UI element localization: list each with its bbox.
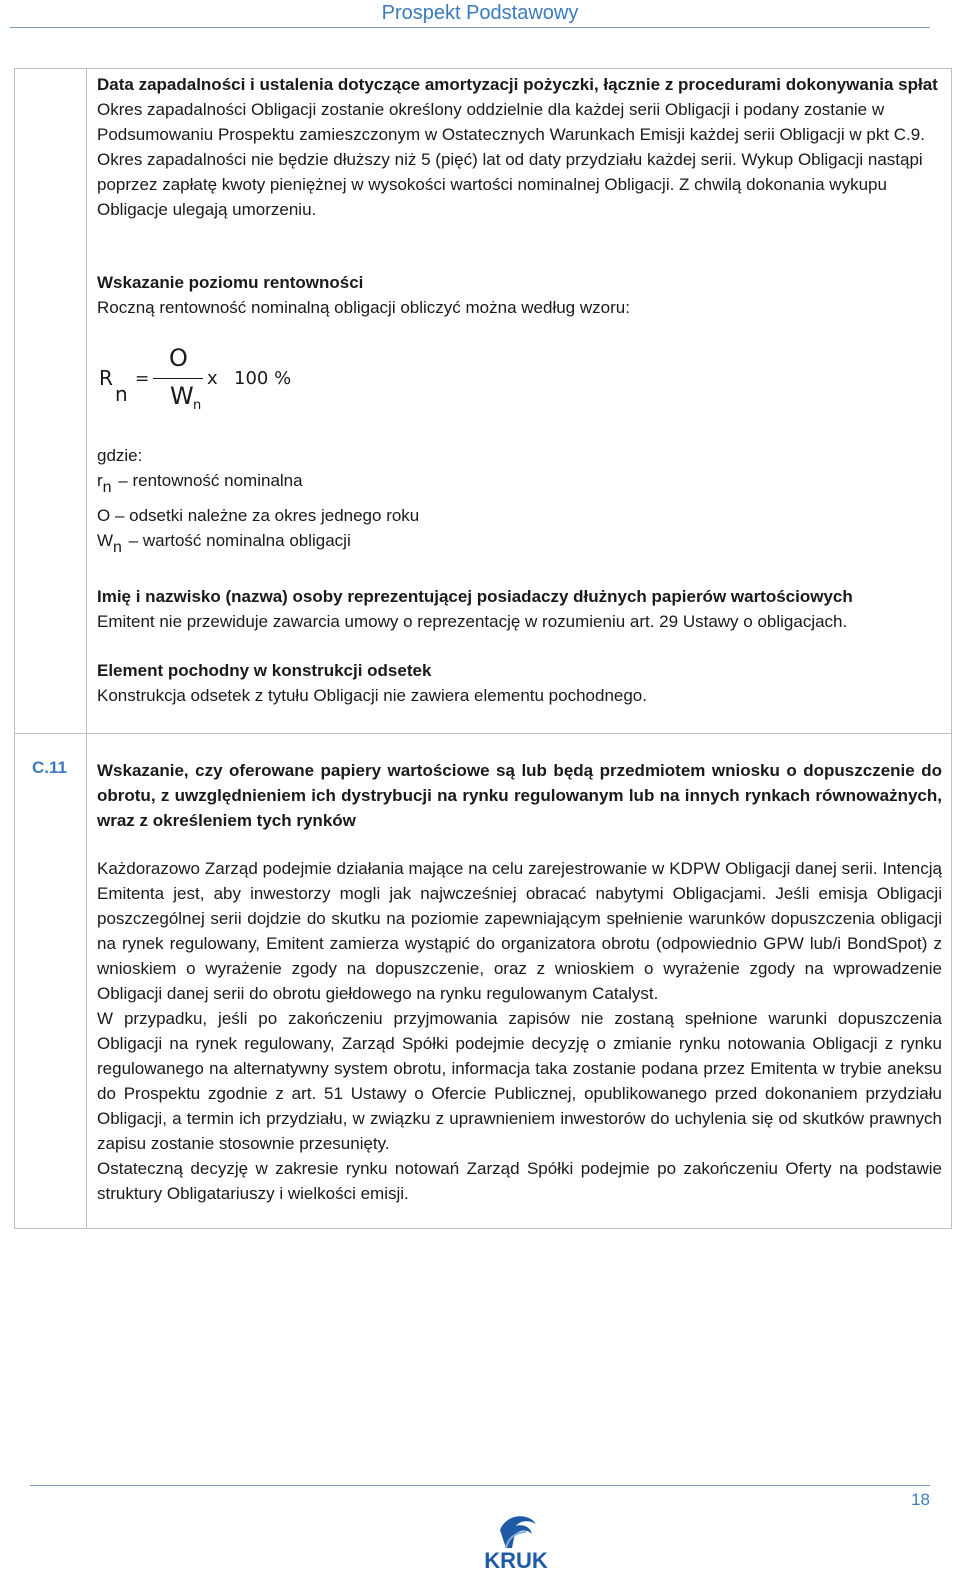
legend-item [97, 468, 419, 503]
section-derivative-body: Konstrukcja odsetek z tytułu Obligacji nie zawiera elementu pochodnego. [97, 686, 647, 705]
legend-item [97, 528, 419, 554]
section-yield [97, 270, 942, 320]
legend-symbol: O [97, 506, 111, 525]
footer-divider [30, 1485, 930, 1486]
section-maturity-body: Okres zapadalności Obligacji zostanie określony oddzielnie dla każdej serii Obligacji i podany zostanie w Podsumowaniu Prospektu zamieszczonym w Ostatecznych Warunkach Emisji każdej serii Obligacji w pkt C.9. Okres zapadalności nie będzie dłuższy niż 5 (pięć) lat od daty przydziału każdej serii. Wykup Obligacji nastąpi poprzez zapłatę kwoty pieniężnej w wysokości wartości nominalnej Obligacji. Z chwilą dokonania wykupu Obligacje ulegają umorzeniu. [97, 100, 925, 219]
legend-intro: gdzie: [97, 446, 143, 465]
formula-numerator: O [169, 344, 188, 372]
formula-equals: = [135, 369, 150, 389]
row-label-c11: C.11 [32, 758, 67, 777]
legend-item [97, 503, 419, 528]
legend-text: – wartość nominalna obligacji [123, 531, 351, 550]
kruk-bird-logo-icon [476, 1508, 556, 1570]
formula-lhs-subscript: n [115, 382, 128, 406]
logo-text: KRUK [484, 1548, 548, 1570]
yield-formula [97, 338, 357, 418]
formula-fraction-bar [153, 378, 203, 379]
section-c11-heading: Wskazanie, czy oferowane papiery wartościowe są lub będą przedmiotem wniosku o dopuszczenie do obrotu, z uwzględnieniem ich dystrybucji na rynku regulowanym lub na innych rynkach równoważnych, wraz z określeniem tych rynków [97, 761, 942, 830]
formula-denominator-subscript: n [193, 398, 202, 413]
formula-denominator: W [170, 382, 194, 410]
formula-factor: 100 % [234, 368, 292, 389]
section-maturity-heading: Data zapadalności i ustalenia dotyczące amortyzacji pożyczki, łącznie z procedurami dokonywania spłat [97, 75, 938, 94]
section-yield-body: Roczną rentowność nominalną obligacji obliczyć można według wzoru: [97, 298, 630, 317]
section-c11-paragraph: Każdorazowo Zarząd podejmie działania mające na celu zarejestrowanie w KDPW Obligacji danej serii. Intencją Emitenta jest, aby inwestorzy mogli jak najwcześniej obracać nabytymi Obligacjami. Jeśli emisja Obligacji poszczególnej serii dojdzie do skutku na poziomie zapewniającym spełnienie warunków dopuszczenia obligacji na rynek regulowany, Emitent zamierza wystąpić do organizatora obrotu (odpowiednio GPW lub/i BondSpot) z wnioskiem o wyrażenie zgody na dopuszczenie, oraz z wnioskiem o wyrażenie zgody na wprowadzenie Obligacji danej serii do obrotu giełdowego na rynku regulowanym Catalyst. [97, 859, 942, 1003]
legend-text: – odsetki należne za okres jednego roku [110, 506, 420, 525]
header-divider [10, 27, 930, 28]
section-representative [97, 584, 942, 634]
kruk-logo [476, 1508, 556, 1570]
section-representative-heading: Imię i nazwisko (nazwa) osoby reprezentującej posiadaczy dłużnych papierów wartościowych [97, 587, 853, 606]
section-c11-paragraph: Ostateczną decyzję w zakresie rynku notowań Zarząd Spółki podejmie po zakończeniu Oferty na podstawie struktury Obligatariuszy i wielkości emisji. [97, 1159, 942, 1203]
section-c11-paragraph: W przypadku, jeśli po zakończeniu przyjmowania zapisów nie zostaną spełnione warunki dopuszczenia Obligacji na rynek regulowany, Zarząd Spółki podejmie decyzję o zmianie rynku notowania Obligacji z rynku regulowanego na alternatywny system obrotu, informacja taka zostanie podana przez Emitenta w trybie aneksu do Prospektu zgodnie z art. 51 Ustawy o Ofercie Publicznej, opublikowanego przed dokonaniem przydziału Obligacji, a termin ich przydziału, w związku z uprawnieniem inwestorów do uchylenia się od skutków prawnych zapisu zostanie stosownie przesunięty. [97, 1009, 942, 1153]
page-header-title: Prospekt Podstawowy [381, 2, 579, 24]
page-number: 18 [911, 1490, 930, 1509]
section-c11 [97, 758, 942, 1206]
section-representative-body: Emitent nie przewiduje zawarcia umowy o reprezentację w rozumieniu art. 29 Ustawy o obligacjach. [97, 612, 848, 631]
formula-legend [97, 443, 419, 554]
table-column-divider [86, 68, 87, 1229]
section-yield-heading: Wskazanie poziomu rentowności [97, 273, 364, 292]
table-row-divider [14, 733, 952, 734]
legend-symbol-subscript: n [113, 539, 122, 556]
legend-symbol-subscript: n [102, 479, 112, 496]
legend-text: – rentowność nominalna [113, 471, 303, 490]
section-derivative-heading: Element pochodny w konstrukcji odsetek [97, 661, 432, 680]
formula-times: x [207, 368, 218, 389]
formula-lhs: R [99, 366, 113, 390]
section-maturity [97, 72, 942, 222]
legend-symbol: W [97, 531, 114, 550]
legend-symbol: r [97, 471, 103, 490]
section-derivative [97, 658, 942, 708]
